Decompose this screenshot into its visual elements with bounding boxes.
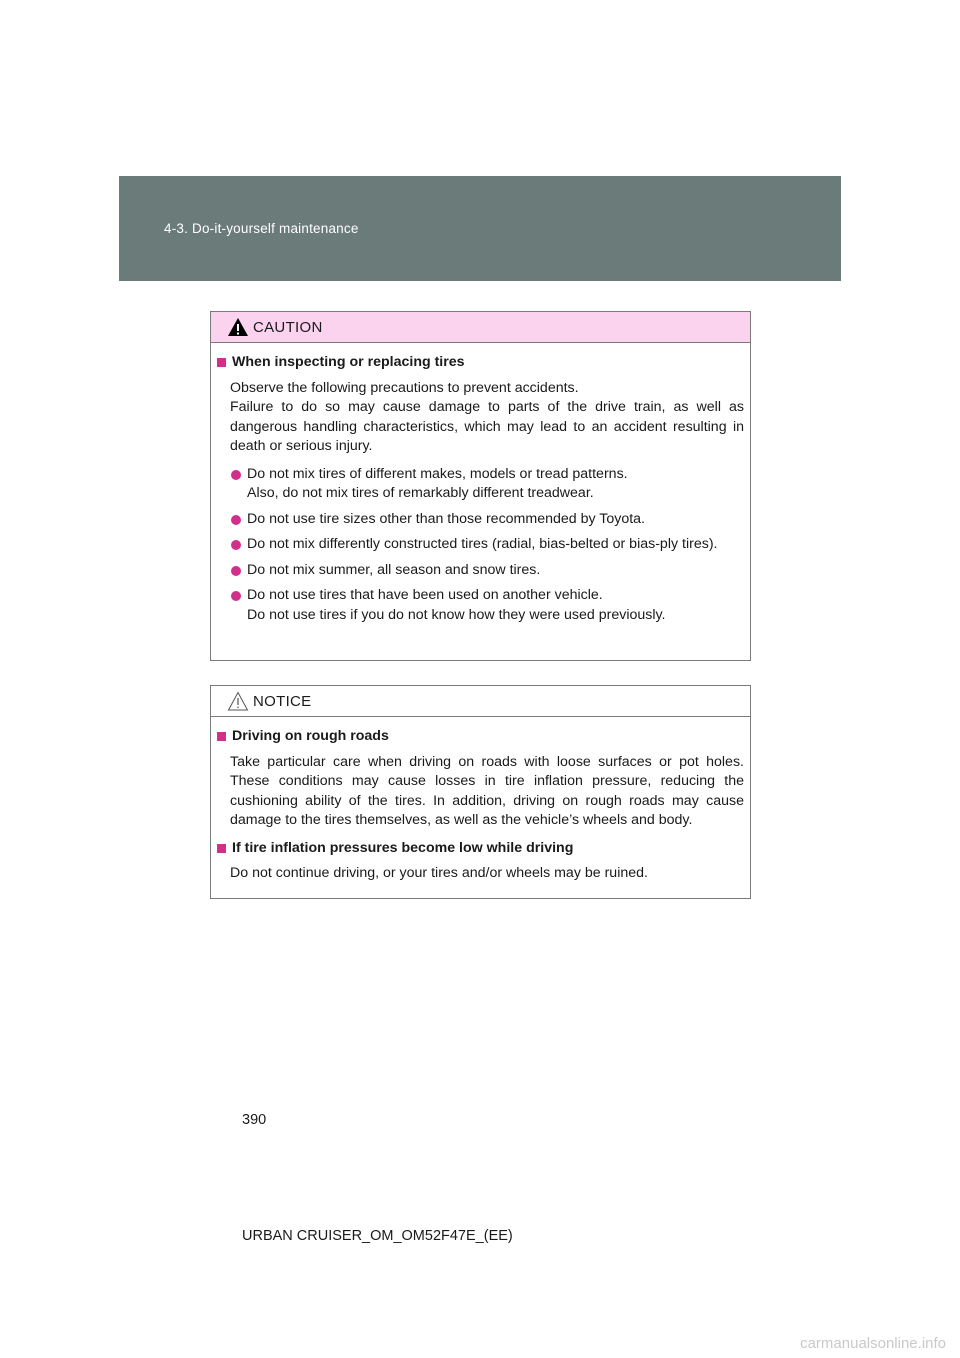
caution-header (211, 312, 750, 343)
caution-bullet (231, 535, 744, 555)
caution-bullet-line: Do not mix tires of different makes, models or tread patterns. (247, 465, 628, 482)
caution-intro (230, 379, 744, 457)
notice-text: Take particular care when driving on roads with loose surfaces or pot holes. These conditions may cause losses in tire inflation pressure, reducing the cushioning ability of the tires. In addition, driving on rough roads may cause damage to the tires themselves, as well as the vehicle’s wheels and body. (230, 753, 744, 828)
caution-heading-row (217, 353, 744, 373)
notice-label: NOTICE (253, 693, 312, 710)
circle-bullet-icon (231, 591, 241, 601)
square-bullet-icon (217, 732, 226, 741)
document-code: URBAN CRUISER_OM_OM52F47E_(EE) (242, 1228, 513, 1244)
warning-icon (227, 317, 249, 337)
caution-intro-line: Observe the following precautions to prevent accidents. (230, 379, 579, 396)
caution-bullet (231, 586, 744, 625)
caution-heading: When inspecting or replacing tires (232, 354, 465, 370)
caution-bullet-text (247, 465, 744, 504)
notice-heading-row (217, 727, 744, 747)
caution-bullet-line: Do not mix differently constructed tires (radial, bias-belted or bias-ply tires). (247, 536, 718, 552)
caution-bullet-text (247, 586, 744, 625)
notice-triangle-icon (227, 691, 249, 711)
caution-bullet-line: Do not mix summer, all season and snow tires. (247, 561, 541, 578)
notice-heading: If tire inflation pressures become low while driving (232, 839, 574, 856)
watermark: carmanualsonline.info (800, 1335, 946, 1352)
caution-bullet-text (247, 510, 744, 530)
caution-bullet-line: Do not use tire sizes other than those recommended by Toyota. (247, 510, 645, 527)
caution-intro-line: Failure to do so may cause damage to parts of the drive train, as well as dangerous handling characteristics, which may lead to an accident resulting in death or serious injury. (230, 399, 744, 454)
caution-bullet-text (247, 561, 744, 581)
caution-bullet (231, 561, 744, 581)
notice-heading-row (217, 839, 744, 859)
notice-box (210, 685, 751, 899)
caution-bullet (231, 465, 744, 504)
circle-bullet-icon (231, 470, 241, 480)
notice-header (211, 686, 750, 717)
square-bullet-icon (217, 844, 226, 853)
circle-bullet-icon (231, 566, 241, 576)
caution-bullet-line: Do not use tires if you do not know how they were used previously. (247, 606, 666, 623)
caution-bullet (231, 510, 744, 530)
caution-bullet-line: Do not use tires that have been used on another vehicle. (247, 587, 603, 603)
notice-text: Do not continue driving, or your tires and/or wheels may be ruined. (230, 865, 648, 881)
circle-bullet-icon (231, 515, 241, 525)
section-title: 4-3. Do-it-yourself maintenance (164, 221, 359, 236)
caution-body (211, 343, 750, 625)
page-number: 390 (242, 1112, 267, 1128)
circle-bullet-icon (231, 540, 241, 550)
caution-box (210, 311, 751, 661)
square-bullet-icon (217, 358, 226, 367)
caution-bullet-line: Also, do not mix tires of remarkably different treadwear. (247, 485, 594, 501)
notice-body (211, 717, 750, 884)
notice-heading: Driving on rough roads (232, 728, 389, 744)
header-band (119, 176, 841, 281)
caution-bullet-text (247, 535, 744, 555)
caution-label: CAUTION (253, 319, 323, 336)
